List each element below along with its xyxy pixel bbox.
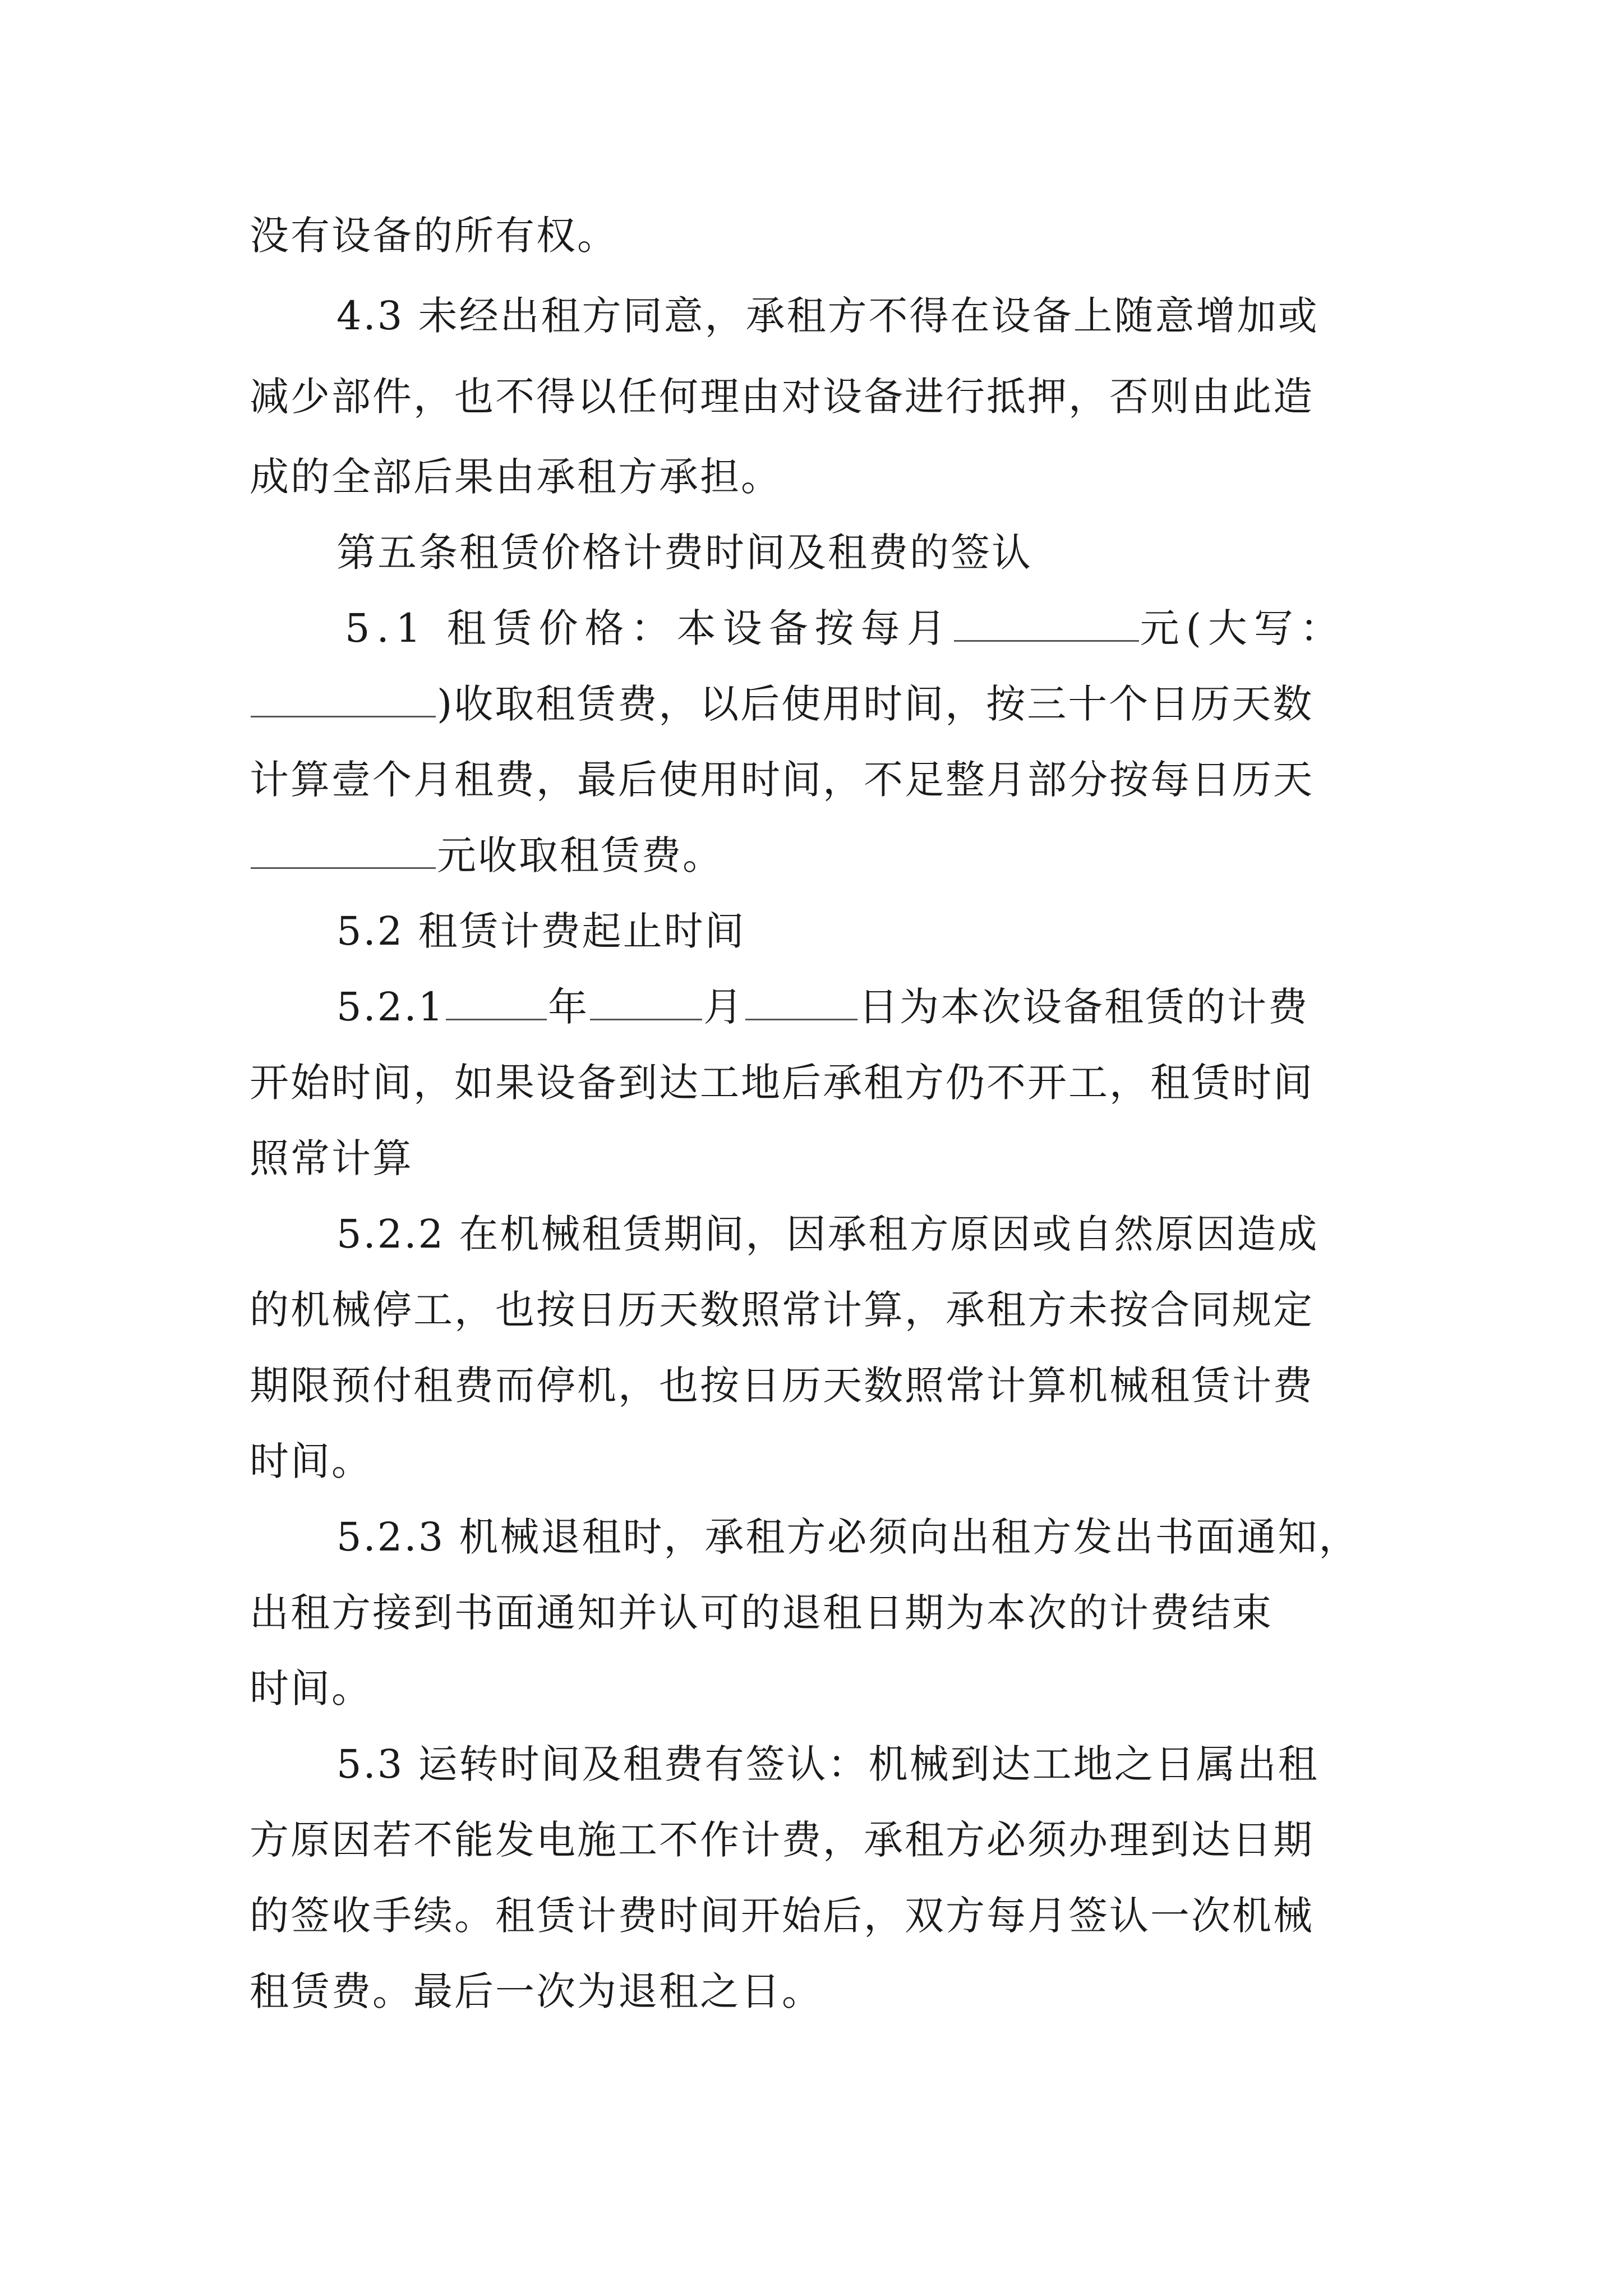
line-text: 月 — [703, 984, 745, 1030]
text-line-22 — [250, 1815, 1394, 1865]
line-text: 5.2.2 在机械租赁期间，因承租方原因或自然原因造成 — [336, 1211, 1319, 1257]
text-line-11 — [336, 982, 1481, 1032]
text-line-23 — [250, 1890, 1394, 1941]
line-text: 时间。 — [250, 1438, 372, 1484]
text-line-10 — [336, 906, 1481, 956]
line-text: 出租方接到书面通知并认可的退租日期为本次的计费结束 — [250, 1590, 1273, 1636]
line-text: 减少部件，也不得以任何理由对设备进行抵押，否则由此造 — [250, 374, 1314, 420]
line-text: 开始时间，如果设备到达工地后承租方仍不开工，租赁时间 — [250, 1060, 1314, 1106]
line-text: 年 — [548, 984, 589, 1030]
line-text: 5.2.3 机械退租时，承租方必须向出租方发出书面通知， — [336, 1514, 1360, 1560]
line-text: 的机械停工，也按日历天数照常计算，承租方未按合同规定 — [250, 1287, 1314, 1333]
text-line-9 — [250, 830, 1394, 881]
line-text: 元(大写： — [1140, 605, 1346, 651]
text-line-15 — [250, 1285, 1394, 1335]
blank-month — [590, 983, 702, 1020]
line-text: 元收取租赁费。 — [437, 832, 723, 878]
line-text: 照常计算 — [250, 1135, 413, 1181]
line-text: 方原因若不能发电施工不作计费，承租方必须办理到达日期 — [250, 1817, 1314, 1863]
blank-year — [446, 983, 547, 1020]
line-text: 的签收手续。租赁计费时间开始后，双方每月签认一次机械 — [250, 1893, 1314, 1939]
text-line-19 — [250, 1588, 1394, 1638]
text-line-3 — [250, 371, 1394, 422]
text-line-24 — [250, 1966, 1394, 2017]
line-text: 5.2 租赁计费起止时间 — [336, 908, 746, 954]
line-text: 没有设备的所有权。 — [250, 213, 618, 259]
line-text: 期限预付租费而停机，也按日历天数照常计算机械租赁计费 — [250, 1363, 1314, 1409]
line-text: 第五条租赁价格计费时间及租费的签认 — [336, 530, 1032, 576]
text-line-20 — [250, 1663, 1394, 1714]
text-line-13 — [250, 1133, 1394, 1184]
text-line-21 — [336, 1739, 1481, 1789]
line-text: 计算壹个月租费，最后使用时间，不足整月部分按每日历天 — [250, 757, 1314, 803]
blank-amount-in-words — [251, 680, 436, 717]
text-line-8 — [250, 754, 1394, 805]
blank-monthly-price — [954, 604, 1139, 642]
text-line-7 — [250, 679, 1394, 729]
line-text: )收取租赁费，以后使用时间，按三十个日历天数 — [437, 681, 1314, 727]
line-text: 成的全部后果由承租方承担。 — [250, 454, 782, 500]
text-line-14 — [336, 1209, 1481, 1259]
blank-day — [745, 983, 857, 1020]
line-text: 5.1 租赁价格：本设备按每月 — [345, 605, 953, 651]
text-line-6 — [345, 603, 1489, 654]
line-text: 日为本次设备租赁的计费 — [859, 984, 1310, 1030]
line-text: 时间。 — [250, 1665, 372, 1711]
text-line-1 — [250, 210, 1394, 261]
line-text: 4.3 未经出租方同意，承租方不得在设备上随意增加或 — [336, 293, 1319, 339]
line-text: 5.3 运转时间及租费有签认：机械到达工地之日属出租 — [336, 1741, 1319, 1787]
text-line-18 — [336, 1512, 1481, 1562]
line-text: 租赁费。最后一次为退租之日。 — [250, 1968, 823, 2014]
section-heading — [336, 527, 1481, 578]
blank-daily-price — [251, 831, 436, 869]
line-text: 5.2.1 — [336, 984, 445, 1030]
text-line-4 — [250, 452, 1394, 502]
text-line-16 — [250, 1360, 1394, 1411]
text-line-2 — [336, 291, 1481, 341]
text-line-17 — [250, 1436, 1394, 1487]
text-line-12 — [250, 1057, 1394, 1108]
